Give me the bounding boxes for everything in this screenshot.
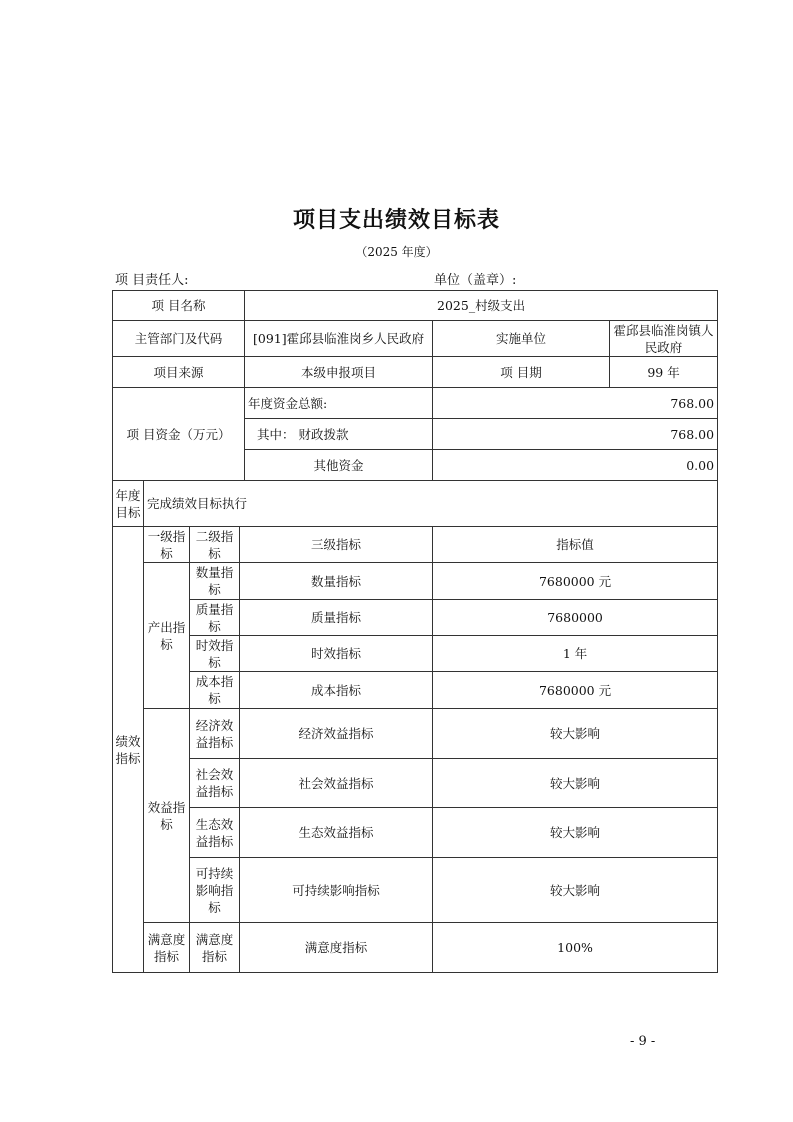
indicator-value: 7680000 <box>433 600 718 636</box>
project-source-value: 本级申报项目 <box>245 357 433 388</box>
total-funds-value: 768.00 <box>433 388 718 419</box>
level3-indicator: 质量指标 <box>240 600 433 636</box>
responsible-person-label: 项 目责任人: <box>115 273 189 288</box>
level2-indicator: 经济效益指标 <box>190 709 240 759</box>
table-row <box>113 709 718 759</box>
table-row <box>113 858 718 923</box>
project-period-value: 99 年 <box>610 357 718 388</box>
table-row <box>113 321 718 357</box>
other-funds-value: 0.00 <box>433 450 718 481</box>
table-row <box>113 923 718 973</box>
project-name-value: 2025_村级支出 <box>245 291 718 321</box>
level3-indicator: 生态效益指标 <box>240 808 433 858</box>
table-row <box>113 600 718 636</box>
level3-header: 三级指标 <box>240 527 433 563</box>
level2-indicator: 数量指标 <box>190 563 240 600</box>
table-row <box>113 808 718 858</box>
unit-seal-label: 单位（盖章）: <box>434 273 517 288</box>
indicator-value: 较大影响 <box>433 808 718 858</box>
level1-header: 一级指标 <box>144 527 190 563</box>
table-row <box>113 388 718 419</box>
table-row <box>113 481 718 527</box>
indicator-value: 较大影响 <box>433 759 718 808</box>
page-title: 项目支出绩效目标表 <box>292 208 500 233</box>
total-funds-label: 年度资金总额: <box>245 388 433 419</box>
dept-code-value: [091]霍邱县临淮岗乡人民政府 <box>245 321 433 357</box>
level3-indicator: 时效指标 <box>240 636 433 672</box>
table-row <box>113 636 718 672</box>
project-name-label: 项 目名称 <box>113 291 245 321</box>
impl-unit-value: 霍邱县临淮岗镇人民政府 <box>610 321 718 357</box>
level3-indicator: 满意度指标 <box>240 923 433 973</box>
table-row <box>113 672 718 709</box>
level2-indicator: 成本指标 <box>190 672 240 709</box>
level2-indicator: 生态效益指标 <box>190 808 240 858</box>
annual-target-label: 年度目标 <box>113 481 144 527</box>
level3-indicator: 社会效益指标 <box>240 759 433 808</box>
output-indicator-label: 产出指标 <box>144 563 190 709</box>
indicator-value-header: 指标值 <box>433 527 718 563</box>
project-funds-label: 项 目资金（万元） <box>113 388 245 481</box>
level2-indicator: 可持续影响指标 <box>190 858 240 923</box>
table-row <box>113 291 718 321</box>
table-row <box>113 563 718 600</box>
level2-indicator: 质量指标 <box>190 600 240 636</box>
indicator-value: 1 年 <box>433 636 718 672</box>
table-row <box>113 357 718 388</box>
indicator-value: 较大影响 <box>433 709 718 759</box>
level3-indicator: 成本指标 <box>240 672 433 709</box>
level3-indicator: 可持续影响指标 <box>240 858 433 923</box>
fiscal-funds-value: 768.00 <box>433 419 718 450</box>
level3-indicator: 数量指标 <box>240 563 433 600</box>
level2-header: 二级指标 <box>190 527 240 563</box>
other-funds-label: 其他资金 <box>245 450 433 481</box>
impl-unit-label: 实施单位 <box>433 321 610 357</box>
level2-indicator: 满意度指标 <box>190 923 240 973</box>
project-source-label: 项目来源 <box>113 357 245 388</box>
perf-indicator-label: 绩效指标 <box>113 527 144 973</box>
level2-indicator: 时效指标 <box>190 636 240 672</box>
annual-target-value: 完成绩效目标执行 <box>144 481 718 527</box>
indicator-value: 7680000 元 <box>433 563 718 600</box>
project-period-label: 项 目期 <box>433 357 610 388</box>
performance-target-table <box>112 290 718 973</box>
benefit-indicator-label: 效益指标 <box>144 709 190 923</box>
table-row <box>113 759 718 808</box>
dept-code-label: 主管部门及代码 <box>113 321 245 357</box>
table-row <box>113 527 718 563</box>
satisfaction-indicator-label: 满意度指标 <box>144 923 190 973</box>
indicator-value: 7680000 元 <box>433 672 718 709</box>
fiscal-funds-label: 其中： 财政拨款 <box>245 419 433 450</box>
indicator-value: 较大影响 <box>433 858 718 923</box>
level2-indicator: 社会效益指标 <box>190 759 240 808</box>
indicator-value: 100% <box>433 923 718 973</box>
year-subtitle: （2025 年度） <box>355 245 438 259</box>
level3-indicator: 经济效益指标 <box>240 709 433 759</box>
page-number: - 9 - <box>630 1034 656 1049</box>
